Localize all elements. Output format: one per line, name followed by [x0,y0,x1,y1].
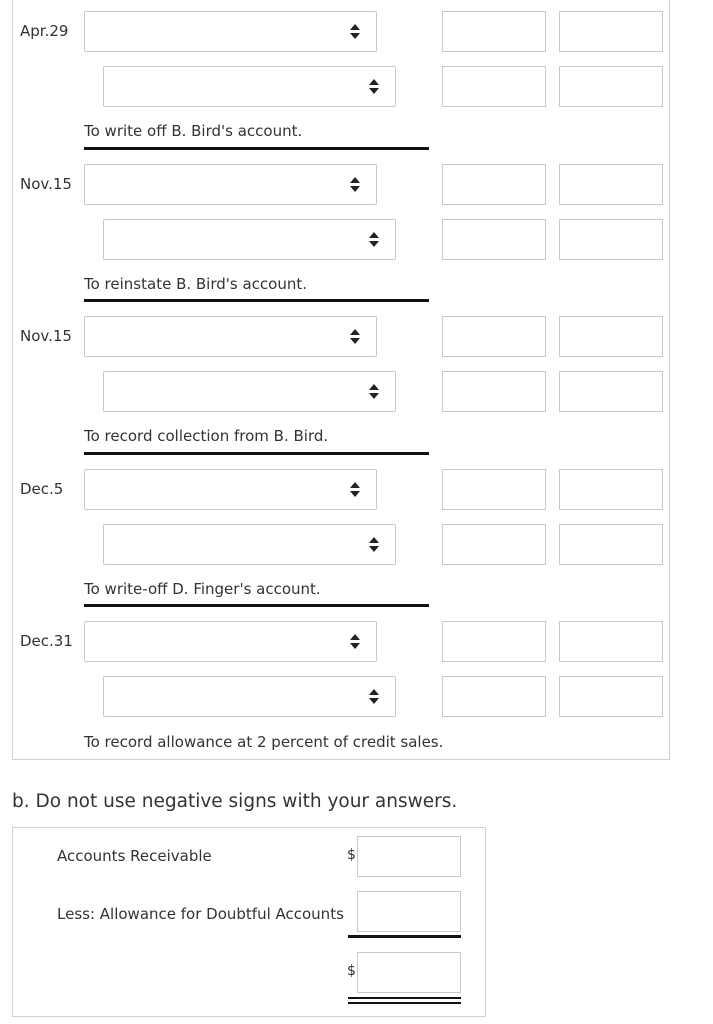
credit-amount-input[interactable] [559,469,663,510]
accounts-receivable-label: Accounts Receivable [57,847,212,865]
credit-account-select[interactable] [103,524,396,565]
entry-memo: To record collection from B. Bird. [84,427,329,445]
credit-account-select[interactable] [103,676,396,717]
credit-account-select[interactable] [103,66,396,107]
credit-amount-input[interactable] [559,316,663,357]
entry-divider [84,147,429,150]
credit-amount-input[interactable] [559,621,663,662]
entry-memo: To reinstate B. Bird's account. [84,275,308,293]
debit-amount-input[interactable] [442,469,546,510]
entry-divider [84,452,429,455]
debit-amount-input[interactable] [442,164,546,205]
entry-memo: To write off B. Bird's account. [84,122,303,140]
entry-divider [84,299,429,302]
net-receivable-input[interactable] [357,952,461,993]
debit-amount-input[interactable] [442,66,546,107]
select-arrows-icon [350,329,360,345]
debit-account-select[interactable] [84,621,377,662]
debit-amount-input[interactable] [442,676,546,717]
debit-amount-input[interactable] [442,524,546,565]
select-arrows-icon [350,634,360,650]
select-arrows-icon [369,689,379,705]
credit-amount-input[interactable] [559,676,663,717]
credit-amount-input[interactable] [559,219,663,260]
debit-amount-input[interactable] [442,316,546,357]
entry-divider [84,604,429,607]
entry-memo: To record allowance at 2 percent of credit sales. [84,733,444,751]
debit-account-select[interactable] [84,11,377,52]
debit-amount-input[interactable] [442,621,546,662]
total-double-rule-bottom [348,1002,461,1004]
subtotal-rule [348,935,461,938]
entry-date: Dec.5 [20,480,64,498]
entry-date: Nov.15 [20,175,72,193]
debit-account-select[interactable] [84,316,377,357]
debit-amount-input[interactable] [442,371,546,412]
select-arrows-icon [350,482,360,498]
total-double-rule-top [348,997,461,999]
allowance-input[interactable] [357,891,461,932]
credit-amount-input[interactable] [559,11,663,52]
debit-amount-input[interactable] [442,11,546,52]
credit-account-select[interactable] [103,371,396,412]
entry-date: Dec.31 [20,632,73,650]
select-arrows-icon [369,232,379,248]
currency-symbol: $ [347,963,356,979]
debit-account-select[interactable] [84,469,377,510]
entry-date: Apr.29 [20,22,69,40]
debit-amount-input[interactable] [442,219,546,260]
select-arrows-icon [369,384,379,400]
allowance-label: Less: Allowance for Doubtful Accounts [57,905,344,923]
credit-amount-input[interactable] [559,66,663,107]
debit-account-select[interactable] [84,164,377,205]
accounts-receivable-input[interactable] [357,836,461,877]
credit-amount-input[interactable] [559,164,663,205]
currency-symbol: $ [347,847,356,863]
entry-date: Nov.15 [20,327,72,345]
part-b-instruction: b. Do not use negative signs with your answers. [12,791,458,812]
credit-account-select[interactable] [103,219,396,260]
credit-amount-input[interactable] [559,371,663,412]
select-arrows-icon [350,177,360,193]
select-arrows-icon [369,537,379,553]
credit-amount-input[interactable] [559,524,663,565]
select-arrows-icon [350,24,360,40]
entry-memo: To write-off D. Finger's account. [84,580,321,598]
select-arrows-icon [369,79,379,95]
